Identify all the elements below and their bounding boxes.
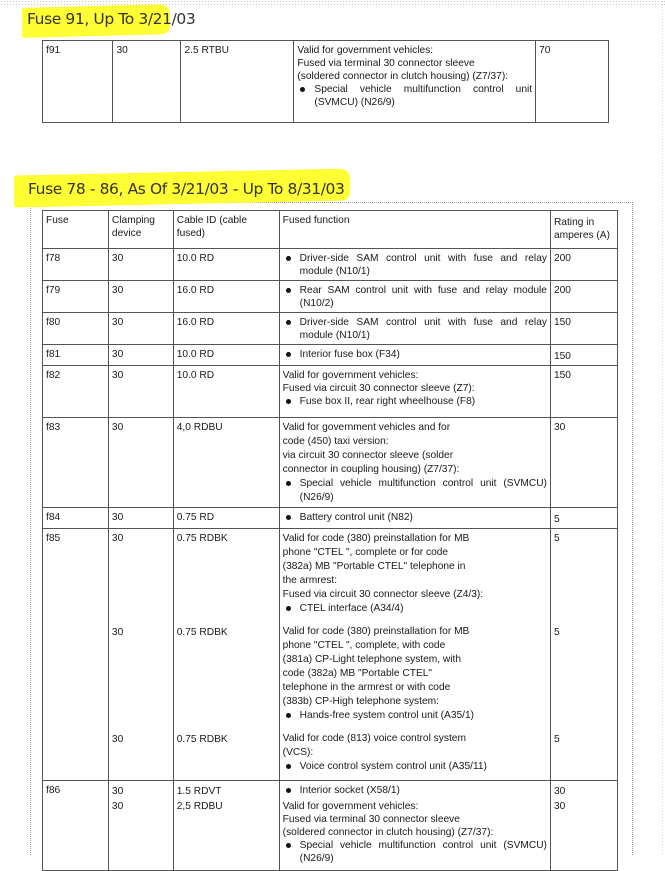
fuse-cell: f79 — [43, 281, 109, 313]
bullet-item: Rear SAM control unit with fuse and relay module (N10/2) — [283, 284, 547, 310]
function-line: telephone in the armrest or with code — [282, 682, 451, 693]
function-cell — [279, 781, 550, 871]
bullet-item: Hands-free system control unit (A35/1) — [283, 709, 547, 723]
function-line: (381a) CP-Light telephone system, with — [282, 654, 462, 665]
rating-value: 5 — [553, 627, 560, 638]
cable-cell: 16.0 RD — [173, 313, 279, 345]
rating-cell: 5 — [550, 508, 617, 529]
fuse-cell: f81 — [43, 345, 109, 366]
function-line: Valid for government vehicles: — [297, 45, 434, 56]
rating-value: 30 — [553, 801, 566, 812]
table-row — [43, 418, 618, 508]
function-line: (soldered connector in clutch housing) (Z7/37): — [297, 71, 509, 82]
bullet-item: Special vehicle multifunction control unit (SVMCU) (N26/9) — [283, 477, 547, 505]
function-line: Valid for government vehicles and for — [282, 422, 451, 433]
function-block — [283, 532, 547, 616]
clamping-cell: 30 — [108, 313, 173, 345]
page-right-edge — [661, 0, 665, 854]
function-cell — [279, 529, 550, 781]
fuse-cell: f86 — [43, 781, 109, 871]
fuse-cell: f85 — [43, 529, 109, 781]
clamping-cell — [108, 781, 173, 871]
fuse-cell: f84 — [43, 508, 109, 529]
rating-cell — [550, 781, 617, 871]
function-line: connector in coupling housing) (Z7/37): — [282, 464, 460, 475]
table-row — [43, 281, 618, 313]
clamping-value: 30 — [111, 734, 124, 745]
bullet-item: Driver-side SAM control unit with fuse and relay module (N10/1) — [283, 252, 547, 278]
cable-value: 2,5 RDBU — [176, 801, 223, 812]
table-row — [43, 508, 618, 529]
fuse-cell: f78 — [43, 249, 109, 281]
rating-cell: 70 — [536, 41, 609, 123]
function-cell — [279, 418, 550, 508]
fuse-78-86-table — [42, 210, 618, 871]
table-row — [43, 313, 618, 345]
cable-value: 1.5 RDVT — [176, 786, 222, 797]
clamping-cell: 30 — [108, 366, 173, 418]
table-row — [43, 366, 618, 418]
function-cell — [279, 281, 550, 313]
bullet-item: Fuse box II, rear right wheelhouse (F8) — [283, 395, 547, 408]
table-row — [43, 529, 618, 781]
function-cell — [279, 508, 550, 529]
bullet-item: Voice control system control unit (A35/11) — [283, 760, 547, 774]
cable-cell — [173, 529, 279, 781]
function-line: Valid for code (380) preinstallation for MB — [282, 533, 470, 544]
bullet-item: CTEL interface (A34/4) — [283, 602, 547, 616]
rating-cell: 150 — [550, 313, 617, 345]
function-line: Fused via circuit 30 connector sleeve (Z4/3): — [282, 589, 484, 600]
rating-value: 30 — [553, 786, 566, 797]
function-line: the armrest: — [282, 575, 338, 586]
function-line: phone "CTEL ", complete or for code — [282, 547, 449, 558]
function-line: via circuit 30 connector sleeve (solder — [282, 450, 454, 461]
rating-value: 5 — [553, 533, 560, 544]
table-row — [43, 781, 618, 871]
cable-value: 0.75 RDBK — [176, 627, 228, 638]
bullet-item: Special vehicle multifunction control unit (SVMCU) (N26/9) — [297, 83, 532, 109]
function-cell — [279, 345, 550, 366]
fuse-cell: f80 — [43, 313, 109, 345]
function-cell — [279, 313, 550, 345]
function-line: phone "CTEL ", complete, with code — [282, 640, 446, 651]
function-line: Valid for code (380) preinstallation for MB — [282, 626, 470, 637]
function-block — [283, 732, 547, 774]
bullet-item: Driver-side SAM control unit with fuse and relay module (N10/1) — [283, 316, 547, 342]
function-line: (VCS): — [282, 747, 314, 758]
fuse-cell: f82 — [43, 366, 109, 418]
header-clamping: Clamping device — [108, 211, 173, 249]
function-cell — [279, 366, 550, 418]
clamping-cell: 30 — [108, 418, 173, 508]
header-cable: Cable ID (cable fused) — [173, 211, 279, 249]
cable-cell: 10.0 RD — [173, 249, 279, 281]
function-block — [283, 625, 547, 723]
section-title-fuse-78-86: Fuse 78 - 86, As Of 3/21/03 - Up To 8/31/03 — [28, 180, 345, 198]
clamping-cell: 30 — [113, 41, 181, 123]
function-line: Valid for government vehicles: — [282, 801, 419, 812]
rating-cell: 200 — [550, 281, 617, 313]
clamping-cell: 30 — [108, 508, 173, 529]
function-line: (soldered connector in clutch housing) (Z7/37): — [282, 827, 494, 838]
function-line: Fused via circuit 30 connector sleeve (Z7): — [282, 383, 475, 394]
function-line: code (450) taxi version: — [282, 436, 389, 447]
fuse-cell: f91 — [43, 41, 113, 123]
cable-cell: 16.0 RD — [173, 281, 279, 313]
cable-value: 0.75 RDBK — [176, 734, 228, 745]
function-line: Fused via terminal 30 connector sleeve — [297, 58, 475, 69]
cable-cell — [173, 781, 279, 871]
rating-value: 5 — [553, 734, 560, 745]
header-rating: Rating in amperes (A) — [550, 211, 617, 249]
function-line: code (382a) MB "Portable CTEL" — [282, 668, 433, 679]
cable-cell: 0.75 RD — [173, 508, 279, 529]
rating-cell: 30 — [550, 418, 617, 508]
clamping-cell: 30 — [108, 249, 173, 281]
header-function: Fused function — [279, 211, 550, 249]
section-title-fuse-91: Fuse 91, Up To 3/21/03 — [27, 10, 196, 28]
clamping-cell — [108, 529, 173, 781]
clamping-cell: 30 — [108, 345, 173, 366]
cable-cell: 10.0 RD — [173, 366, 279, 418]
header-fuse: Fuse — [43, 211, 109, 249]
function-cell — [294, 41, 536, 123]
cable-value: 0.75 RDBK — [176, 533, 228, 544]
fuse-cell: f83 — [43, 418, 109, 508]
table-row — [43, 249, 618, 281]
clamping-value: 30 — [111, 627, 124, 638]
bullet-item: Battery control unit (N82) — [283, 511, 547, 524]
bullet-item: Special vehicle multifunction control unit (SVMCU) (N26/9) — [283, 839, 547, 865]
clamping-value: 30 — [111, 533, 124, 544]
function-line: (382a) MB "Portable CTEL" telephone in — [282, 561, 466, 572]
fuse-91-table — [42, 40, 609, 123]
function-line: Valid for code (813) voice control system — [282, 733, 466, 744]
function-line: (383b) CP-High telephone system: — [282, 696, 439, 707]
function-line: Fused via terminal 30 connector sleeve — [282, 814, 460, 825]
bullet-item: Interior fuse box (F34) — [283, 348, 547, 361]
clamping-cell: 30 — [108, 281, 173, 313]
clamping-value: 30 — [111, 801, 124, 812]
bullet-item: Interior socket (X58/1) — [283, 784, 547, 797]
table-row — [43, 41, 609, 123]
function-cell — [279, 249, 550, 281]
rating-cell: 200 — [550, 249, 617, 281]
rating-cell: 150 — [550, 345, 617, 366]
rating-cell: 150 — [550, 366, 617, 418]
cable-cell: 4,0 RDBU — [173, 418, 279, 508]
function-line: Valid for government vehicles: — [282, 370, 419, 381]
table-row — [43, 345, 618, 366]
rating-cell — [550, 529, 617, 781]
clamping-value: 30 — [111, 786, 124, 797]
cable-cell: 10.0 RD — [173, 345, 279, 366]
table-header-row — [43, 211, 618, 249]
cable-cell: 2.5 RTBU — [181, 41, 294, 123]
